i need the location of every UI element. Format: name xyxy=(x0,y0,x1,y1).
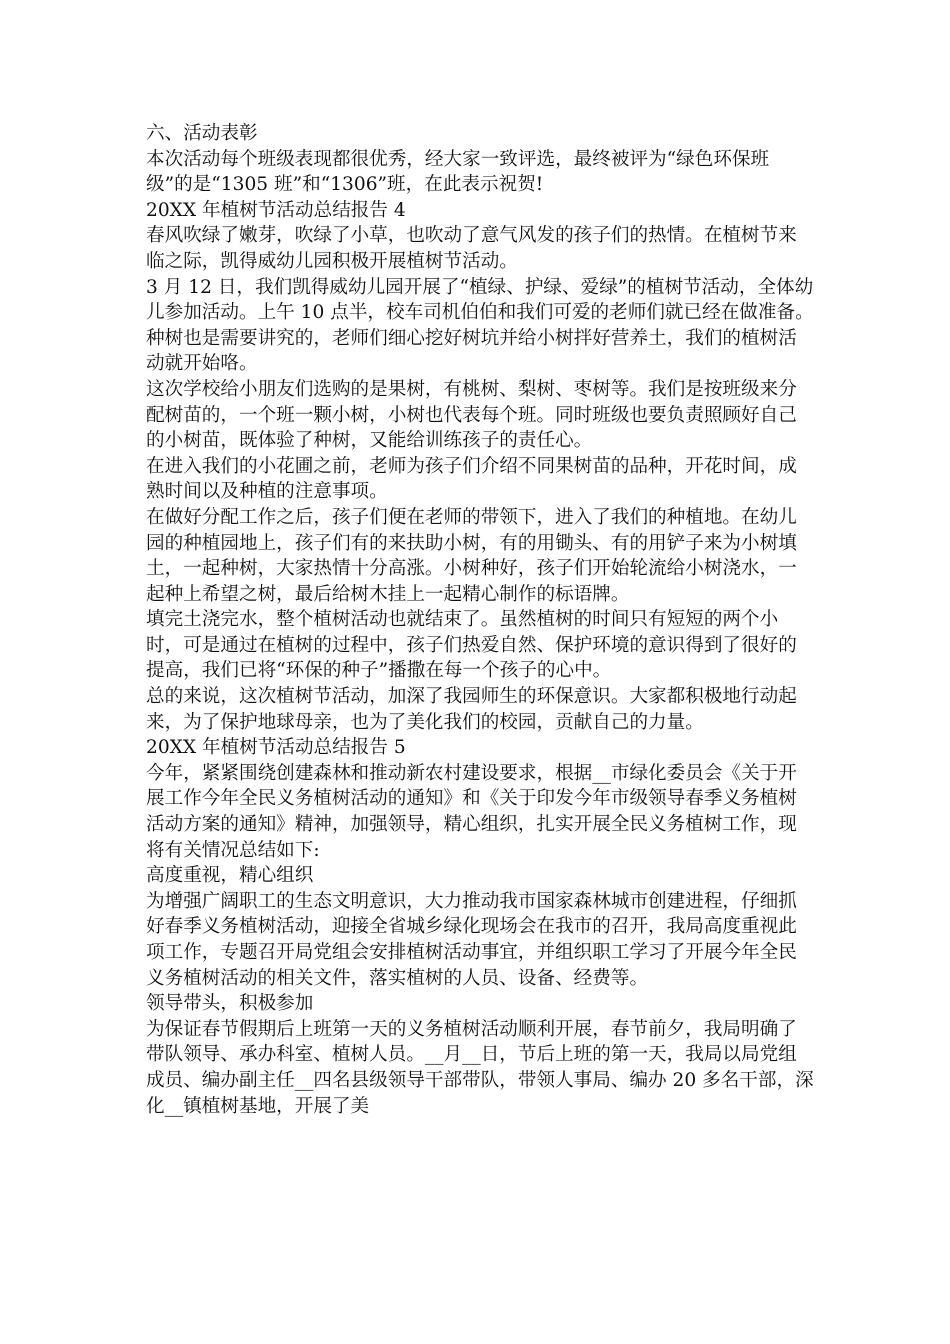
paragraph: 填完土浇完水，整个植树活动也就结束了。虽然植树的时间只有短短的两个小时，可是通过在植树的过程中，孩子们热爱自然、保护环境的意识得到了很好的提高，我们已将“环保的种子”播撒在每一个孩子的心中。 xyxy=(146,609,797,682)
paragraph: 本次活动每个班级表现都很优秀，经大家一致评选，最终被评为“绿色环保班级”的是“1305 班”和“1306”班，在此表示祝贺! xyxy=(146,148,770,196)
paragraph: 总的来说，这次植树节活动，加深了我园师生的环保意识。大家都积极地行动起来，为了保护地球母亲，也为了美化我们的校园，贡献自己的力量。 xyxy=(146,686,797,733)
report-title: 20XX 年植树节活动总结报告 5 xyxy=(146,737,406,759)
paragraph: 为保证春节假期后上班第一天的义务植树活动顺利开展，春节前夕，我局明确了带队领导、承办科室、植树人员。__月__日，节后上班的第一天，我局以局党组成员、编办副主任__四名县级领导干部带队，带领人事局、编办 20 多名干部，深化__镇植树基地，开展了美 xyxy=(146,1018,814,1117)
report-title: 20XX 年植树节活动总结报告 4 xyxy=(146,199,406,221)
paragraph: 3 月 12 日，我们凯得威幼儿园开展了“植绿、护绿、爱绿”的植树节活动，全体幼儿参加活动。上午 10 点半，校车司机伯伯和我们可爱的老师们就已经在做准备。种树也是需要讲究的，老师们细心挖好树坑并给小树拌好营养土，我们的植树活动就开始咯。 xyxy=(146,276,814,375)
section-heading: 六、活动表彰 xyxy=(146,123,258,144)
paragraph: 在进入我们的小花圃之前，老师为孩子们介绍不同果树苗的品种，开花时间，成熟时间以及种植的注意事项。 xyxy=(146,455,797,503)
paragraph: 为增强广阔职工的生态文明意识，大力推动我市国家森林城市创建进程，仔细抓好春季义务植树活动，迎接全省城乡绿化现场会在我市的召开，我局高度重视此项工作，专题召开局党组会安排植树活动事宜，并组织职工学习了开展今年全民义务植树活动的相关文件，落实植树的人员、设备、经费等。 xyxy=(146,890,797,989)
paragraph: 在做好分配工作之后，孩子们便在老师的带领下，进入了我们的种植地。在幼儿园的种植园地上，孩子们有的来扶助小树，有的用锄头、有的用铲子来为小树填土，一起种树，大家热情十分高涨。小树种好，孩子们开始轮流给小树浇水，一起种上希望之树，最后给树木挂上一起精心制作的标语牌。 xyxy=(146,506,797,605)
subsection-heading: 高度重视，精心组织 xyxy=(146,865,314,887)
subsection-heading: 领导带头，积极参加 xyxy=(146,993,314,1015)
paragraph: 今年，紧紧围绕创建森林和推动新农村建设要求，根据__市绿化委员会《关于开展工作今年全民义务植树活动的通知》和《关于印发今年市级领导春季义务植树活动方案的通知》精神，加强领导，精心组织，扎实开展全民义务植树工作，现将有关情况总结如下: xyxy=(146,762,797,861)
paragraph: 春风吹绿了嫩芽，吹绿了小草，也吹动了意气风发的孩子们的热情。在植树节来临之际，凯得威幼儿园积极开展植树节活动。 xyxy=(146,225,797,272)
paragraph: 这次学校给小朋友们选购的是果树，有桃树、梨树、枣树等。我们是按班级来分配树苗的，一个班一颗小树，小树也代表每个班。同时班级也要负责照顾好自己的小树苗，既体验了种树，又能给训练孩子的责任心。 xyxy=(146,378,797,452)
document-page xyxy=(146,121,814,1119)
